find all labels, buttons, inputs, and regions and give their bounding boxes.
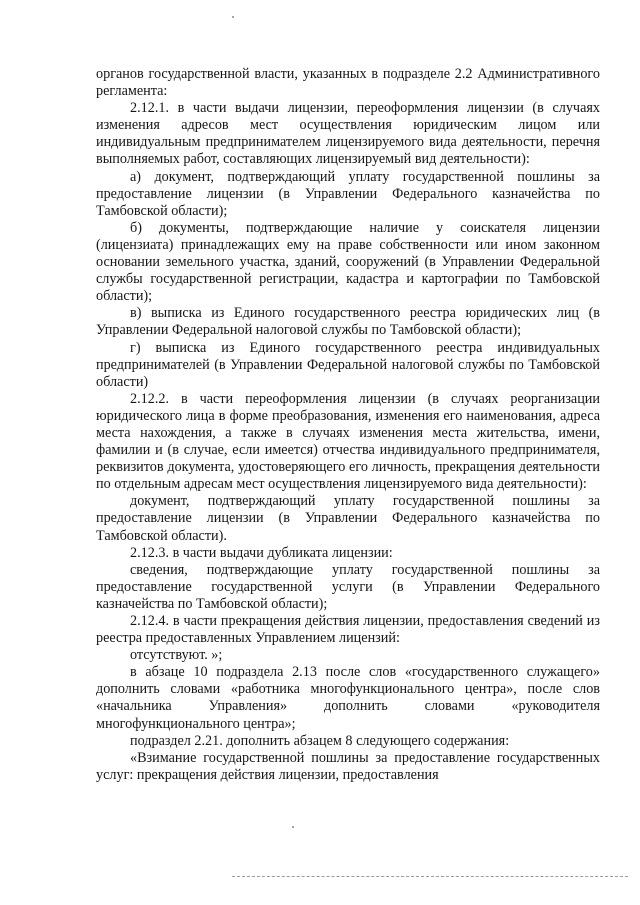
scan-speck [232, 16, 234, 18]
scan-footer-line [232, 876, 628, 877]
paragraph-9: 2.12.3. в части выдачи дубликата лицензии: [130, 544, 393, 561]
paragraph-2: 2.12.1. в части выдачи лицензии, переоформления лицензии (в случаях изменения адресов мест осуществления юридическим лицом или индивидуальным предпринимателем лицензируемого вида деятельности, перечня выполняемых работ, составляющих лицензируемый вид деятельности): [96, 100, 600, 168]
paragraph-5: в) выписка из Единого государственного реестра юридических лиц (в Управлении Федеральной налоговой службы по Тамбовской области); [96, 305, 600, 339]
paragraph-12: отсутствуют. »; [130, 647, 223, 664]
paragraph-6: г) выписка из Единого государственного реестра индивидуальных предпринимателей (в Управлении Федеральной налоговой службы по Тамбовской области) [96, 339, 600, 390]
paragraph-8: документ, подтверждающий уплату государственной пошлины за предоставление лицензии (в Управлении Федерального казначейства по Тамбовской области). [96, 493, 600, 544]
paragraph-14: подраздел 2.21. дополнить абзацем 8 следующего содержания: [130, 732, 510, 749]
scan-speck [292, 826, 294, 828]
document-body [96, 66, 600, 784]
paragraph-13: в абзаце 10 подраздела 2.13 после слов «государственного служащего» дополнить словами «работника многофункционального центра», после слов «начальника Управления» дополнить словами «руководителя многофункционального центра»; [96, 664, 600, 732]
paragraph-1: органов государственной власти, указанных в подразделе 2.2 Административного регламента: [96, 66, 600, 100]
paragraph-11: 2.12.4. в части прекращения действия лицензии, предоставления сведений из реестра предоставленных Управлением лицензий: [96, 613, 600, 647]
paragraph-3: а) документ, подтверждающий уплату государственной пошлины за предоставление лицензии (в Управлении Федерального казначейства по Тамбовской области); [96, 168, 600, 219]
paragraph-10: сведения, подтверждающие уплату государственной пошлины за предоставление государственной услуги (в Управлении Федерального казначейства по Тамбовской области); [96, 561, 600, 612]
paragraph-15: «Взимание государственной пошлины за предоставление государственных услуг: прекращения действия лицензии, предоставления [96, 749, 600, 783]
paragraph-7: 2.12.2. в части переоформления лицензии (в случаях реорганизации юридического лица в форме преобразования, изменения его наименования, адреса места нахождения, а также в случаях изменения места жительства, имени, фамилии и (в случае, если имеется) отчества индивидуального предпринимателя, реквизитов документа, удостоверяющего его личность, прекращения деятельности по отдельным адресам мест осуществления лицензируемого вида деятельности): [96, 390, 600, 493]
paragraph-4: б) документы, подтверждающие наличие у соискателя лицензии (лицензиата) принадлежащих ему на праве собственности или ином законном основании земельного участка, зданий, сооружений (в Управлении Федеральной службы государственной регистрации, кадастра и картографии по Тамбовской области); [96, 219, 600, 305]
